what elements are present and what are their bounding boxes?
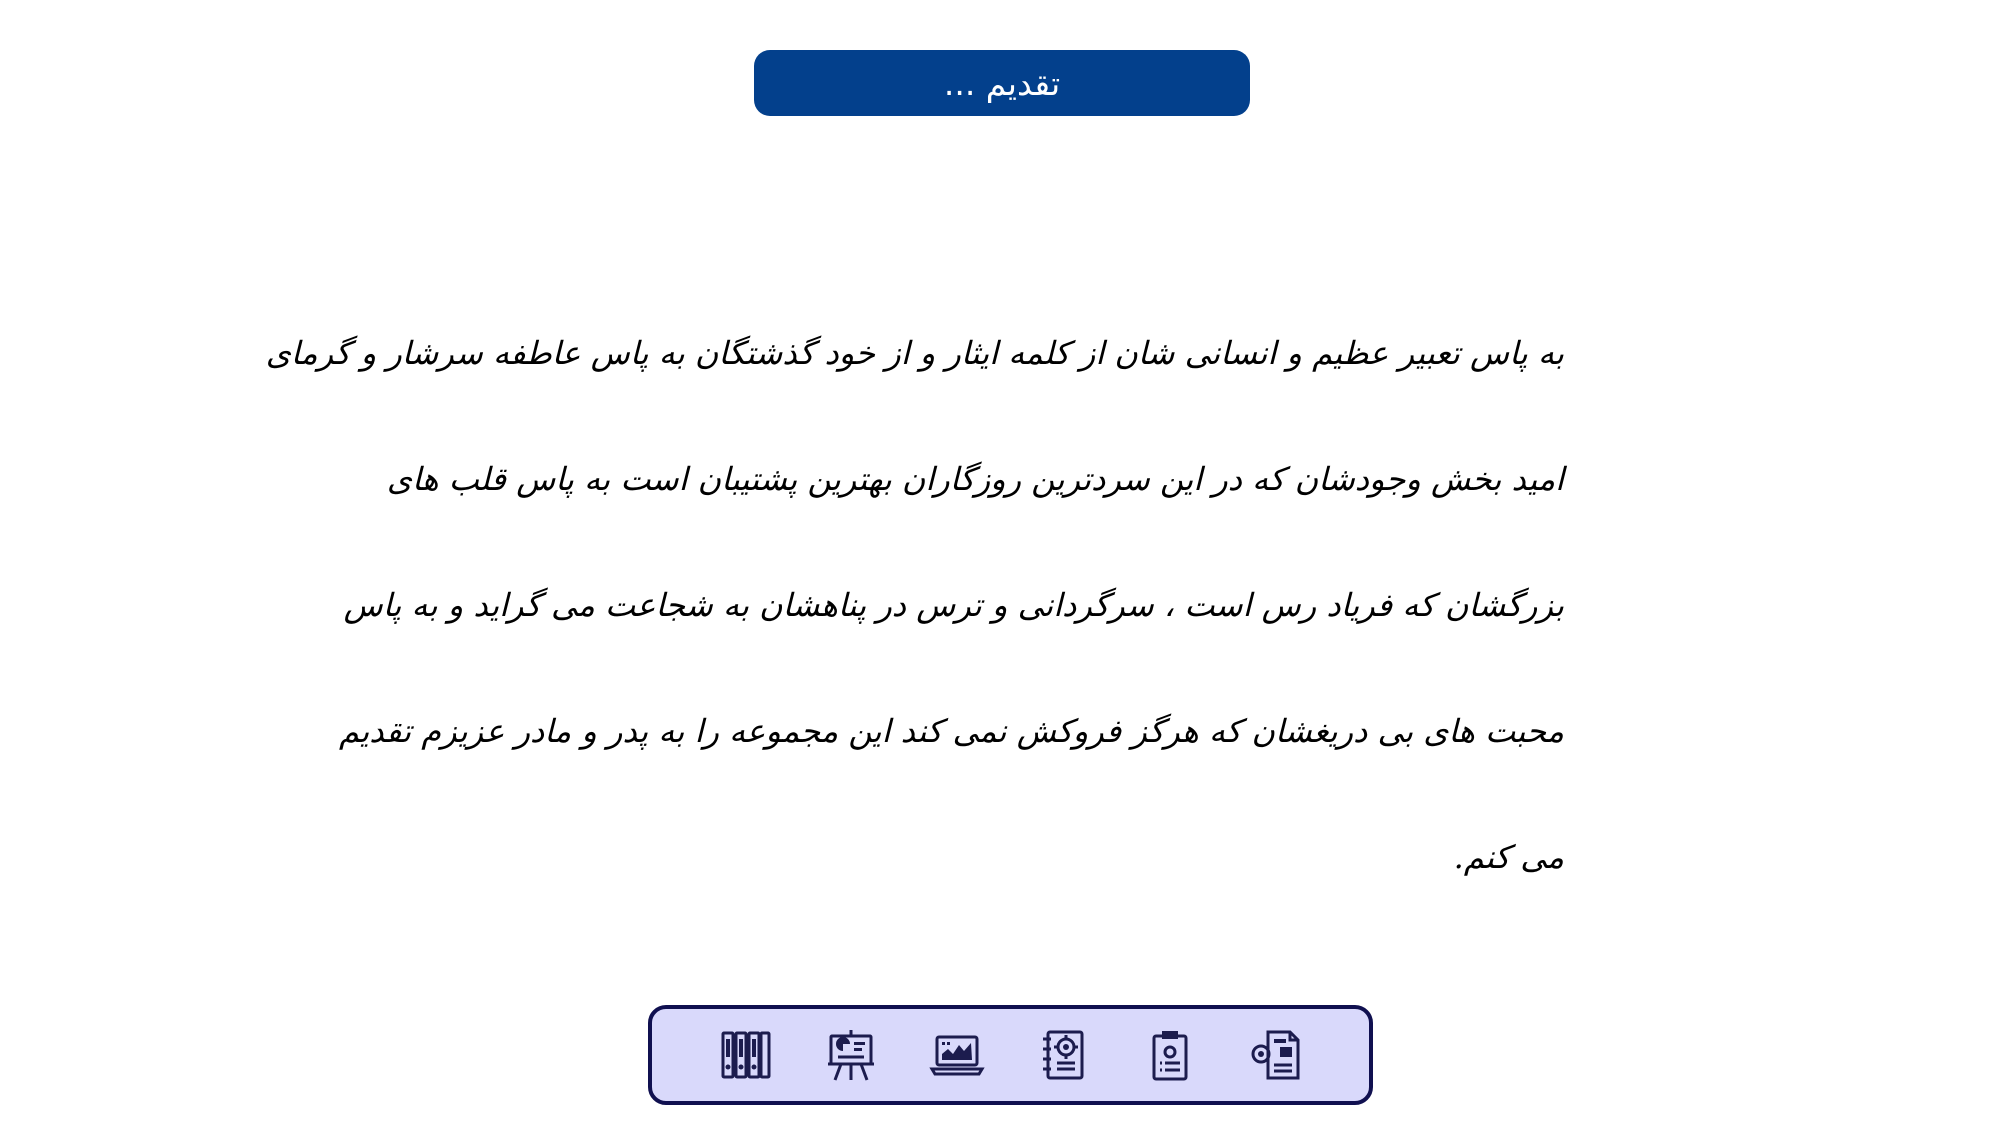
notebook-gear-icon <box>1036 1027 1092 1083</box>
laptop-chart-icon <box>929 1027 985 1083</box>
page-title <box>754 50 1250 116</box>
analytics-button[interactable] <box>922 1020 992 1090</box>
dedication-line: محبت های بی دریغشان که هرگز فروکش نمی کند این مجموعه را به پدر و مادر عزیزم تقدیم <box>339 712 1564 750</box>
dedication-line: بزرگشان که فریاد رس است ، سرگردانی و ترس در پناهشان به شجاعت می گراید و به پاس <box>343 586 1564 624</box>
dedication-text <box>265 290 1564 930</box>
books-button[interactable] <box>710 1020 780 1090</box>
report-button[interactable] <box>1241 1020 1311 1090</box>
presentation-easel-icon <box>823 1027 879 1083</box>
dedication-line: امید بخش وجودشان که در این سردترین روزگاران بهترین پشتیبان است به پاس قلب های <box>386 460 1564 498</box>
navigation-toolbar <box>648 1005 1373 1105</box>
report-gear-icon <box>1248 1027 1304 1083</box>
page-title-text: تقدیم ... <box>943 63 1061 103</box>
dedication-line: می کنم. <box>1453 838 1564 876</box>
presentation-button[interactable] <box>816 1020 886 1090</box>
clipboard-list-icon <box>1142 1027 1198 1083</box>
settings-notebook-button[interactable] <box>1029 1020 1099 1090</box>
books-binders-icon <box>717 1027 773 1083</box>
dedication-line: به پاس تعبیر عظیم و انسانی شان از کلمه ایثار و از خود گذشتگان به پاس عاطفه سرشار و گرمای <box>265 334 1564 372</box>
clipboard-button[interactable] <box>1135 1020 1205 1090</box>
